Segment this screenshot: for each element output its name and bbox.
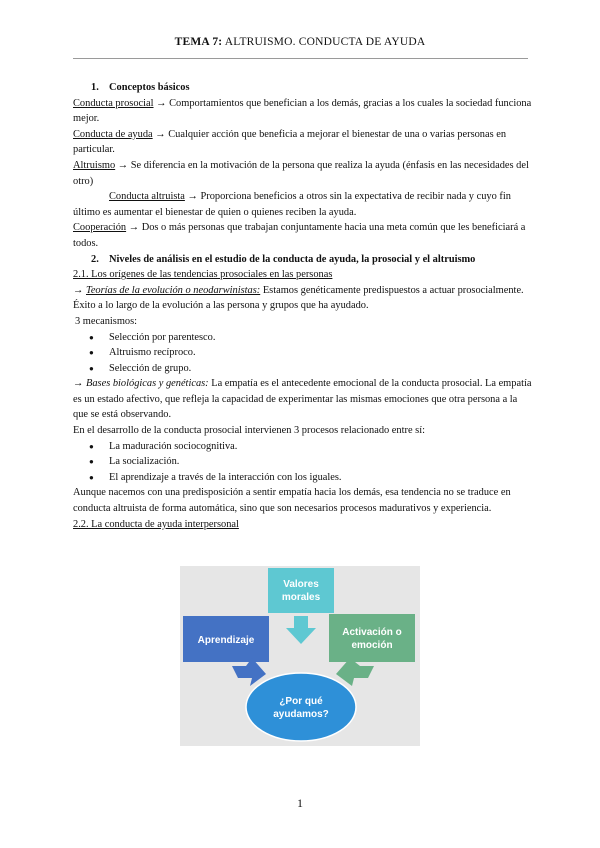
list-item: ● El aprendizaje a través de la interacción con los iguales. [73, 470, 533, 486]
section-1-heading: 1. Conceptos básicos [91, 82, 190, 93]
document-body [73, 80, 533, 532]
subsection-2-1-heading: 2.1. Los orígenes de las tendencias prosociales en las personas [73, 269, 333, 281]
list-item: ● La maduración sociocognitiva. [73, 439, 533, 455]
why-help-line1: ¿Por qué [279, 696, 323, 707]
activation-box [329, 614, 415, 662]
concept-cooperacion: Cooperación → Dos o más personas que trabajan conjuntamente hacia una meta común que les beneficiará a todos. [73, 222, 526, 249]
concept-altruismo: Altruismo → Se diferencia en la motivación de la persona que realiza la ayuda (énfasis en las necesidades del otro) [73, 159, 529, 187]
processes-list [73, 439, 533, 486]
activation-label-line1: Activación o [342, 627, 402, 638]
page-header [0, 36, 600, 48]
concept-prosocial: Conducta prosocial → Comportamientos que benefician a los demás, gracias a los cuales la sociedad funciona mejor. [73, 97, 532, 125]
subsection-2-2-heading: 2.2. La conducta de ayuda interpersonal [73, 518, 239, 530]
mechanisms-label: 3 mecanismos: [75, 315, 138, 327]
concept-ayuda: Conducta de ayuda → Cualquier acción que beneficia a mejorar el bienestar de una o varias personas en particular. [73, 128, 507, 156]
closing-paragraph: Aunque nacemos con una predisposición a sentir empatía hacia los demás, esa tendencia no se traduce en conducta altruista de forma automática, sino que son necesarios procesos madurativos y experiencia. [73, 487, 511, 515]
header-tema: TEMA 7: [174, 36, 223, 48]
header-divider [73, 58, 528, 59]
header-title: ALTRUISMO. CONDUCTA DE AYUDA [224, 36, 426, 48]
page-number: 1 [297, 796, 303, 810]
helping-diagram [180, 566, 420, 746]
list-item: ● Selección de grupo. [73, 361, 533, 377]
activation-label-line2: emoción [351, 640, 393, 651]
why-help-line2: ayudamos? [273, 709, 329, 720]
learning-label: Aprendizaje [197, 635, 255, 646]
processes-intro: En el desarrollo de la conducta prosocial intervienen 3 procesos relacionado entre sí: [73, 425, 425, 437]
list-item: ● La socialización. [73, 454, 533, 470]
evolution-paragraph: → Teorías de la evolución o neodarwinistas: Estamos genéticamente predispuestos a actuar prosocialmente. Éxito a lo largo de la evolución a las persona y grupos que ha ayudado. [73, 284, 524, 312]
mechanisms-list [73, 330, 533, 377]
concept-conducta-altruista: Conducta altruista → Proporciona beneficios a otros sin la expectativa de recibir nada y cuyo fin último es aumentar el bienestar de quien o quienes reciben la ayuda. [73, 191, 511, 218]
why-help-ellipse [246, 673, 356, 741]
values-box [268, 568, 334, 613]
values-label-line1: Valores [283, 579, 319, 590]
biology-paragraph: → Bases biológicas y genéticas: La empatía es el antecedente emocional de la conducta prosocial. La empatía es un estado afectivo, que refleja la capacidad de experimentar las mismas emociones que otra persona a la que se está observando. [73, 378, 532, 421]
list-item: ● Selección por parentesco. [73, 330, 533, 346]
values-label-line2: morales [281, 592, 321, 603]
list-item: ● Altruismo recíproco. [73, 345, 533, 361]
section-2-heading: 2. Niveles de análisis en el estudio de la conducta de ayuda, la prosocial y el altruismo [91, 253, 476, 265]
